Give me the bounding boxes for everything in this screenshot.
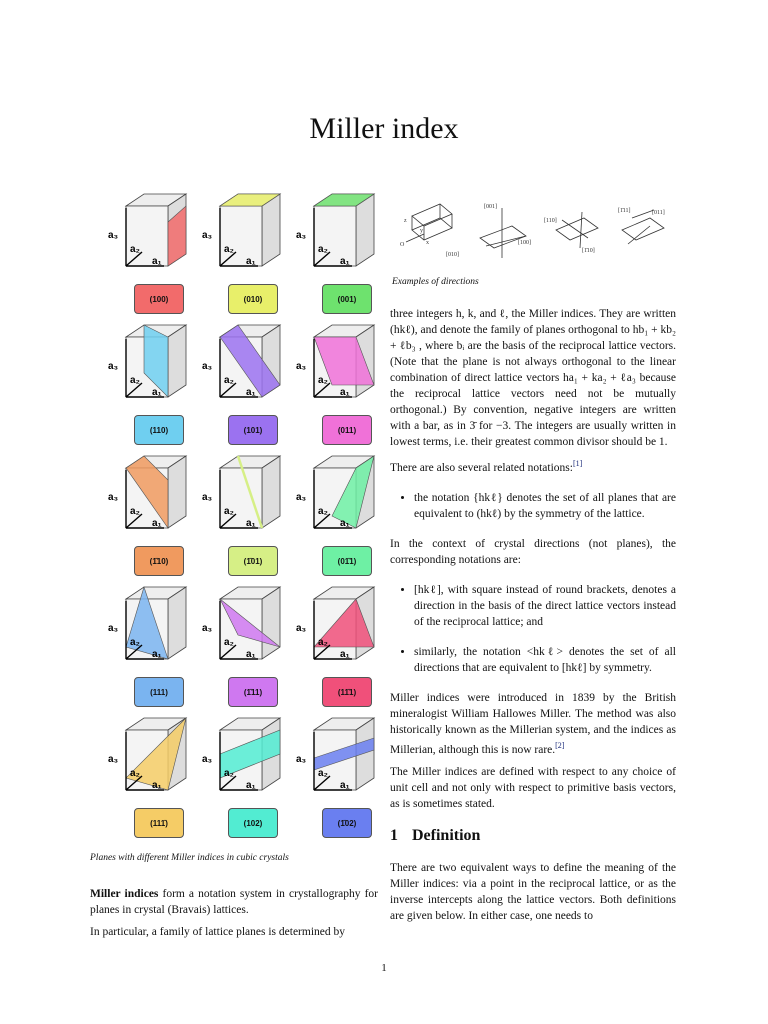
section-heading-definition: 1 Definition (390, 826, 481, 844)
dir-label-110: [110] (544, 218, 557, 224)
axis-a2-label: a₂ (224, 244, 235, 255)
axis-a3-label: a₃ (296, 754, 307, 765)
miller-index-label: (111) (134, 677, 184, 707)
miller-index-label: (010) (228, 284, 278, 314)
axis-a3-label: a₃ (202, 361, 213, 372)
axis-y-label: y (420, 228, 423, 234)
miller-index-label: (1̄01) (228, 546, 278, 576)
axis-a2-label: a₂ (224, 375, 235, 386)
miller-index-label: (1̄11) (228, 677, 278, 707)
right-column (390, 306, 676, 930)
cube-diagram (202, 325, 282, 397)
axis-a2-label: a₂ (224, 768, 235, 779)
para-history: Miller indices were introduced in 1839 by the British mineralogist William Hallowes Miller. The method was also historically known as the Millerian system, and the indices as Millerian, although this is now rare.[2] (390, 691, 676, 756)
axis-a1-label: a₁ (152, 649, 162, 660)
axis-a1-label: a₁ (340, 649, 350, 660)
axis-a2-label: a₂ (130, 768, 141, 779)
miller-index-label: (1̄10) (134, 546, 184, 576)
axis-a3-label: a₃ (108, 230, 119, 241)
axis-a2-label: a₂ (130, 506, 141, 517)
page-title: Miller index (309, 112, 459, 145)
cube-diagram (108, 325, 188, 397)
axis-a1-label: a₁ (152, 780, 162, 791)
miller-index-label: (001) (322, 284, 372, 314)
figure-caption-planes: Planes with different Miller indices in cubic crystals (90, 853, 289, 863)
axis-a1-label: a₁ (246, 256, 256, 267)
figure-caption-directions: Examples of directions (392, 277, 479, 287)
axis-a3-label: a₃ (108, 492, 119, 503)
origin-label: O (400, 242, 405, 248)
cube-diagram (296, 456, 376, 528)
miller-index-label: (111̄) (134, 808, 184, 838)
axis-x-label: x (426, 240, 429, 246)
axis-a3-label: a₃ (296, 623, 307, 634)
notation-list-directions (390, 582, 676, 676)
cube-diagram (296, 325, 376, 397)
para-directions-context: In the context of crystal directions (not planes), the corresponding notations are: (390, 537, 676, 566)
axis-a2-label: a₂ (130, 244, 141, 255)
notation-list-planes (390, 490, 676, 522)
axis-a1-label: a₁ (152, 387, 162, 398)
axis-a2-label: a₂ (318, 375, 329, 386)
axis-a2-label: a₂ (318, 768, 329, 779)
axis-a3-label: a₃ (296, 230, 307, 241)
page-number: 1 (381, 962, 387, 974)
axis-a2-label: a₂ (318, 506, 329, 517)
miller-index-label: (100) (134, 284, 184, 314)
axis-a2-label: a₂ (130, 375, 141, 386)
cube-diagram (108, 456, 188, 528)
cube-diagram (202, 718, 282, 790)
axis-a1-label: a₁ (246, 387, 256, 398)
axis-a3-label: a₃ (202, 754, 213, 765)
axis-a1-label: a₁ (340, 256, 350, 267)
bullet-direction-set: • similarly, the notation <hkℓ> denotes the set of all directions that are equivalent to [hkℓ] by symmetry. (414, 644, 676, 676)
axis-a2-label: a₂ (224, 506, 235, 517)
axis-a1-label: a₁ (340, 780, 350, 791)
axis-a2-label: a₂ (318, 637, 329, 648)
para-definition: There are two equivalent ways to define the meaning of the Miller indices: via a point in the reciprocal lattice, or as the inverse intercepts along the lattice vectors. Both definitions are given below. In either case, one needs to (390, 861, 676, 922)
axis-a3-label: a₃ (202, 492, 213, 503)
axis-a1-label: a₁ (246, 649, 256, 660)
cube-diagram (202, 587, 282, 659)
dir-label-010: [010] (446, 252, 459, 258)
para-unit-cell: The Miller indices are defined with respect to any choice of unit cell and not only with respect to primitive basis vectors, as is sometimes stated. (390, 765, 676, 810)
dir-label-100: [100] (518, 240, 531, 246)
axis-a3-label: a₃ (296, 361, 307, 372)
dir-label-m111: [1̄11] (618, 208, 631, 214)
para-related-notations: There are also several related notations:[1] (390, 459, 583, 474)
axis-a2-label: a₂ (224, 637, 235, 648)
dir-label-001: [001] (484, 204, 497, 210)
axis-a3-label: a₃ (202, 230, 213, 241)
axis-a1-label: a₁ (246, 780, 256, 791)
cube-diagram (108, 587, 188, 659)
bullet-planes-set: • the notation {hkℓ} denotes the set of all planes that are equivalent to (hkℓ) by the symmetry of the lattice. (414, 490, 676, 522)
cube-diagram (296, 587, 376, 659)
axis-a3-label: a₃ (108, 754, 119, 765)
ref-2[interactable]: [2] (555, 740, 565, 750)
para-miller-indices: three integers h, k, and ℓ, the Miller indices. They are written (hkℓ), and denote the family of planes orthogonal to hb₁ + kb₂ + ℓb₃ , where bᵢ are the basis of the reciprocal lattice vectors. (Note that the plane is not always orthogonal to the linear combination of direct lattice vectors ha₁ + ka₂ + ℓa₃ because the reciprocal lattice vectors need not be mutually orthogonal.) By convention, negative integers are written with a bar, as in 3̄ for −3. The integers are usually written in lowest terms, i.e. their greatest common divisor should be 1. (390, 308, 676, 448)
axis-a1-label: a₁ (246, 518, 256, 529)
axis-a2-label: a₂ (318, 244, 329, 255)
dir-label-011: [011] (652, 210, 665, 216)
cube-diagram (108, 718, 188, 790)
miller-index-label: (102) (228, 808, 278, 838)
directions-figure (392, 198, 682, 270)
bullet-direction-brackets: • [hkℓ], with square instead of round brackets, denotes a direction in the basis of the direct lattice vectors instead of the reciprocal lattice; and (414, 582, 676, 630)
axis-a1-label: a₁ (340, 518, 350, 529)
cube-diagram (296, 718, 376, 790)
axis-a2-label: a₂ (130, 637, 141, 648)
dir-label-m110: [1̄10] (582, 248, 595, 254)
miller-index-label: (11̄1) (322, 677, 372, 707)
ref-1[interactable]: [1] (572, 459, 583, 468)
miller-index-label: (011) (322, 415, 372, 445)
left-column (90, 886, 378, 946)
cube-diagram (108, 194, 188, 266)
para-intro: Miller indices form a notation system in crystallography for planes in crystal (Bravais) lattices. (90, 888, 379, 916)
miller-planes-figure (90, 194, 390, 844)
axis-z-label: z (404, 218, 407, 224)
axis-a3-label: a₃ (108, 361, 119, 372)
miller-index-label: (01̄1) (322, 546, 372, 576)
axis-a1-label: a₁ (152, 518, 162, 529)
para-lattice-planes: In particular, a family of lattice planes is determined by (90, 926, 345, 938)
axis-a3-label: a₃ (296, 492, 307, 503)
axis-a3-label: a₃ (108, 623, 119, 634)
cube-diagram (202, 194, 282, 266)
miller-index-label: (110) (134, 415, 184, 445)
miller-index-label: (1̄02) (322, 808, 372, 838)
axis-a3-label: a₃ (202, 623, 213, 634)
cube-diagram (296, 194, 376, 266)
miller-index-label: (101) (228, 415, 278, 445)
axis-a1-label: a₁ (152, 256, 162, 267)
cube-diagram (202, 456, 282, 528)
axis-a1-label: a₁ (340, 387, 350, 398)
